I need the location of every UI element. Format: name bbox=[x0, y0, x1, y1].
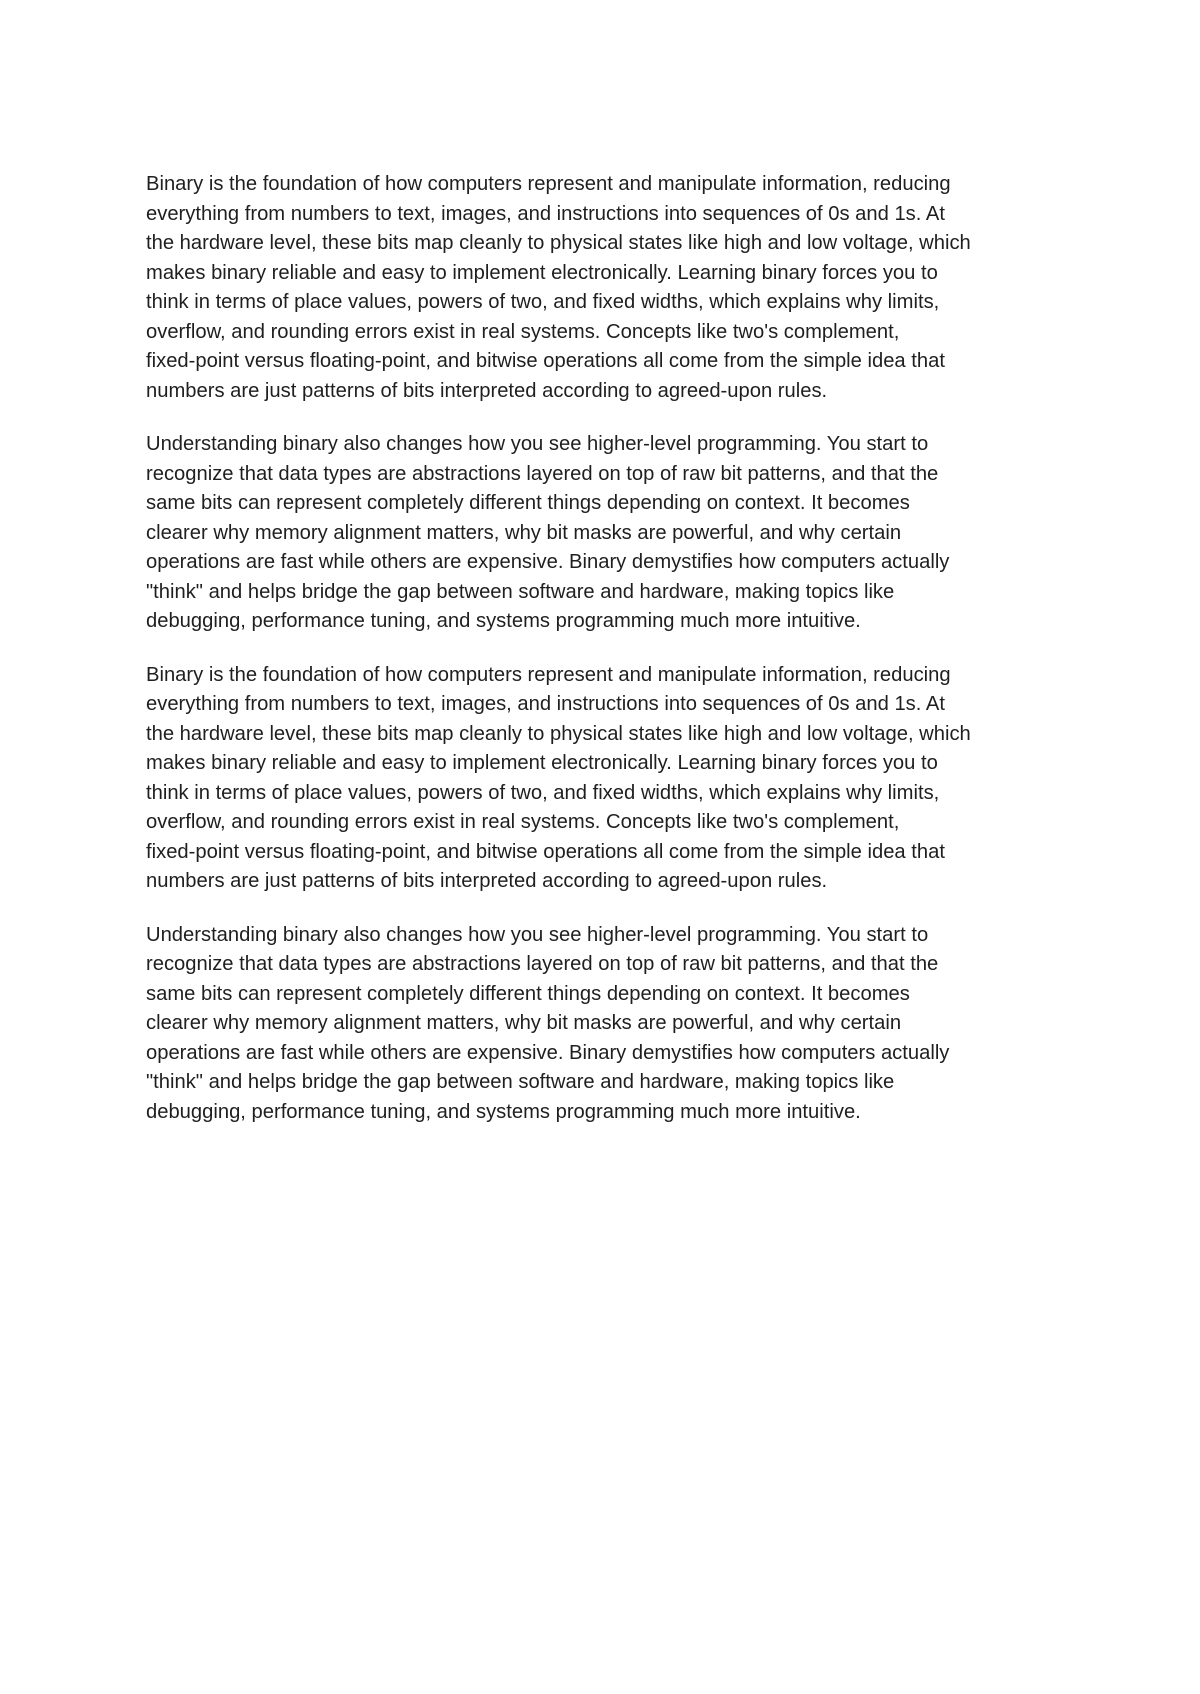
text-line: makes binary reliable and easy to implement electronically. Learning binary forces you to bbox=[146, 752, 938, 774]
text-line: the hardware level, these bits map cleanly to physical states like high and low voltage, which bbox=[146, 232, 971, 254]
text-line: the hardware level, these bits map cleanly to physical states like high and low voltage, which bbox=[146, 722, 971, 745]
text-line: everything from numbers to text, images, and instructions into sequences of 0s and 1s. At bbox=[146, 202, 945, 225]
text-line: numbers are just patterns of bits interpreted according to agreed-upon rules. bbox=[146, 870, 828, 892]
paragraph-2 bbox=[146, 430, 1076, 637]
text-line: makes binary reliable and easy to implement electronically. Learning binary forces you to bbox=[146, 261, 938, 284]
text-line: Understanding binary also changes how you see higher-level programming. You start to bbox=[146, 433, 929, 455]
text-line: clearer why memory alignment matters, why bit masks are powerful, and why certain bbox=[146, 1012, 902, 1034]
text-line: fixed-point versus floating-point, and bitwise operations all come from the simple idea that bbox=[146, 350, 945, 372]
text-line: recognize that data types are abstractions layered on top of raw bit patterns, and that the bbox=[146, 462, 939, 485]
text-line: think in terms of place values, powers of two, and fixed widths, which explains why limits, bbox=[146, 291, 940, 313]
text-line: everything from numbers to text, images, and instructions into sequences of 0s and 1s. At bbox=[146, 693, 945, 715]
text-line: clearer why memory alignment matters, why bit masks are powerful, and why certain bbox=[146, 521, 902, 544]
paragraph-4 bbox=[146, 921, 1076, 1128]
text-line: think in terms of place values, powers of two, and fixed widths, which explains why limits, bbox=[146, 781, 940, 804]
text-line: overflow, and rounding errors exist in real systems. Concepts like two's complement, bbox=[146, 811, 900, 833]
text-line: fixed-point versus floating-point, and bitwise operations all come from the simple idea that bbox=[146, 840, 945, 863]
text-line: debugging, performance tuning, and systems programming much more intuitive. bbox=[146, 1100, 861, 1123]
text-line: "think" and helps bridge the gap between software and hardware, making topics like bbox=[146, 580, 895, 603]
paragraph-3 bbox=[146, 661, 1076, 897]
text-line: operations are fast while others are expensive. Binary demystifies how computers actually bbox=[146, 551, 950, 573]
document-body bbox=[146, 170, 1076, 1151]
text-line: Binary is the foundation of how computers represent and manipulate information, reducing bbox=[146, 663, 951, 686]
text-line: same bits can represent completely different things depending on context. It becomes bbox=[146, 492, 910, 514]
text-line: same bits can represent completely different things depending on context. It becomes bbox=[146, 982, 910, 1005]
paragraph-1 bbox=[146, 170, 1076, 406]
text-line: numbers are just patterns of bits interpreted according to agreed-upon rules. bbox=[146, 379, 828, 402]
text-line: debugging, performance tuning, and systems programming much more intuitive. bbox=[146, 610, 861, 632]
text-line: operations are fast while others are expensive. Binary demystifies how computers actually bbox=[146, 1041, 950, 1064]
text-line: recognize that data types are abstractions layered on top of raw bit patterns, and that the bbox=[146, 953, 939, 975]
text-line: Understanding binary also changes how you see higher-level programming. You start to bbox=[146, 923, 929, 946]
text-line: overflow, and rounding errors exist in real systems. Concepts like two's complement, bbox=[146, 320, 900, 343]
text-line: Binary is the foundation of how computers represent and manipulate information, reducing bbox=[146, 173, 951, 195]
text-line: "think" and helps bridge the gap between software and hardware, making topics like bbox=[146, 1071, 895, 1093]
